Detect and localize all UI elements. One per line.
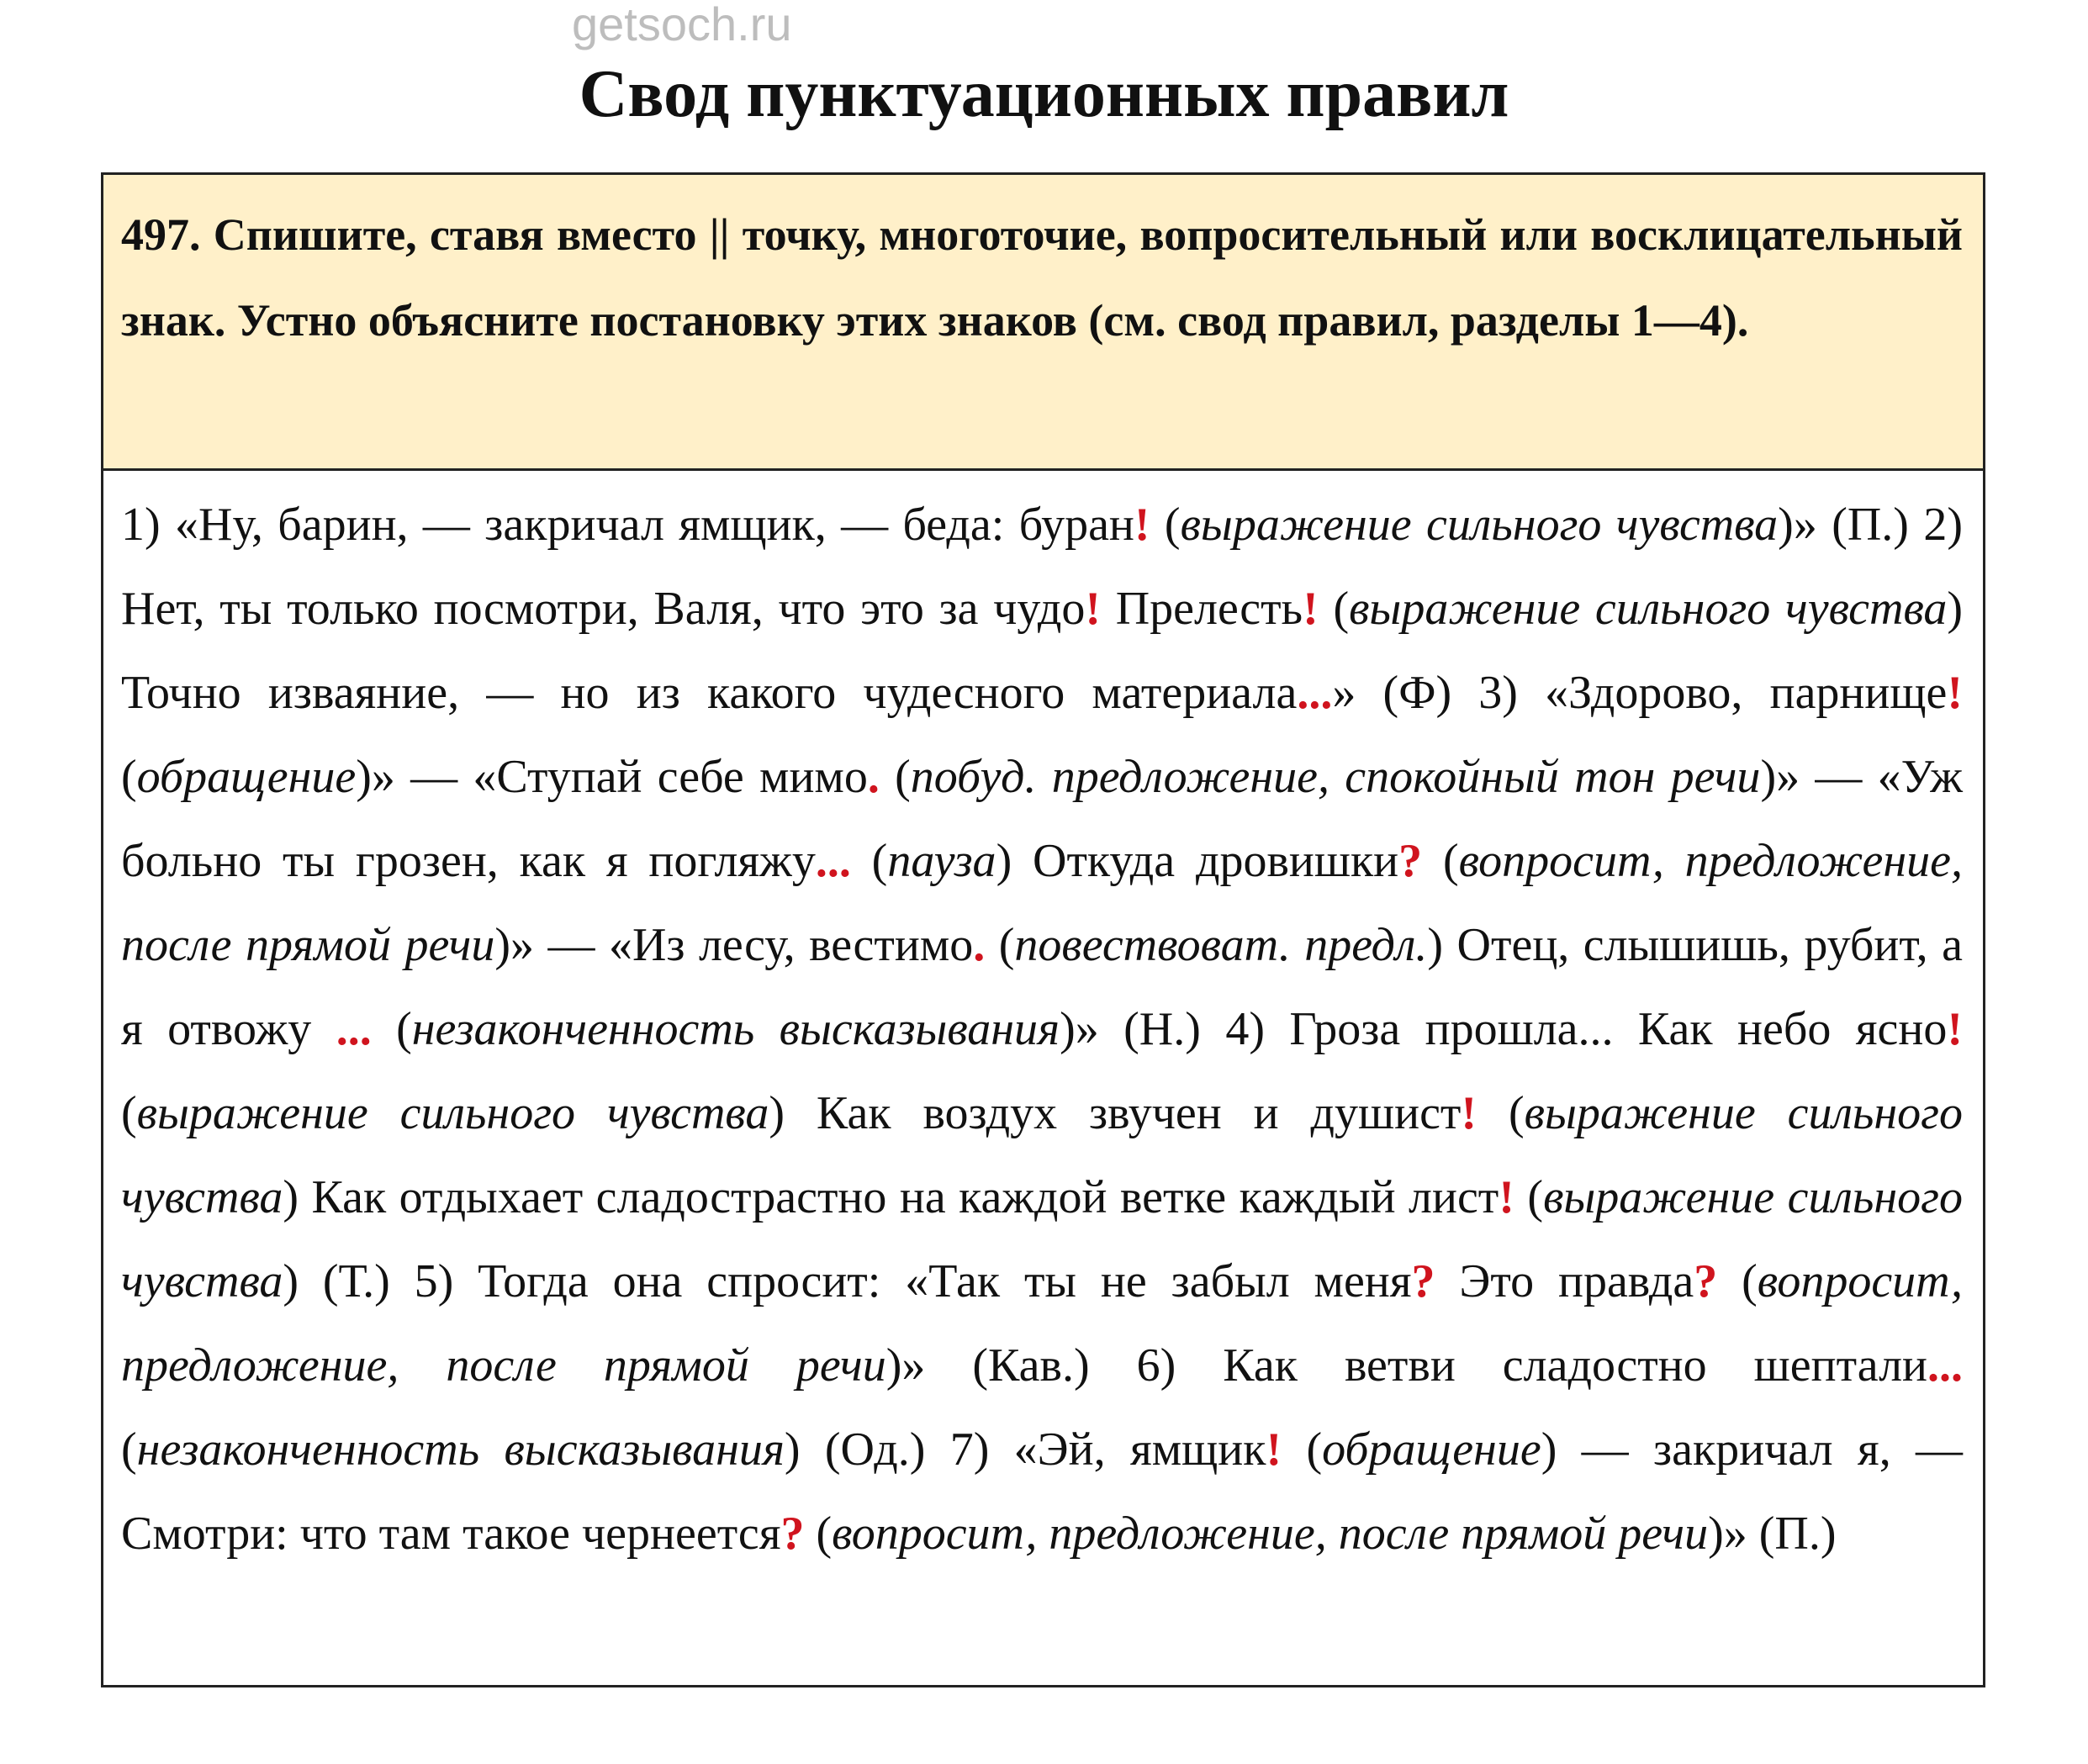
punctuation-mark: ... — [815, 835, 851, 887]
answer-text: ( — [1477, 1087, 1525, 1139]
answer-text: 1) «Ну, барин, — закричал ямщик, — беда: буран — [121, 499, 1134, 551]
answer-text: ( — [1514, 1171, 1544, 1223]
punctuation-mark: ! — [1499, 1171, 1514, 1223]
answer-text: ) (Т.) 5) Тогда она спросит: «Так ты не забыл меня — [283, 1255, 1412, 1307]
punctuation-mark: ? — [780, 1508, 805, 1560]
punctuation-mark: . — [973, 919, 986, 971]
answer-text: ( — [1150, 499, 1181, 551]
punctuation-mark: ! — [1947, 667, 1964, 719]
answer-text: ( — [1282, 1423, 1323, 1476]
exercise-answer — [103, 471, 1983, 1592]
explanation-text: выражение сильного чувства — [136, 1087, 769, 1139]
answer-text: ( — [1422, 835, 1459, 887]
answer-text: ( — [121, 1087, 137, 1139]
explanation-text: вопросит, предложение, после прямой речи — [121, 835, 1964, 971]
punctuation-mark: ! — [1134, 499, 1150, 551]
explanation-text: пауза — [887, 835, 996, 887]
answer-text: ( — [985, 919, 1015, 971]
punctuation-mark: ... — [1927, 1339, 1964, 1392]
answer-text: ) Откуда дровишки — [996, 835, 1399, 887]
answer-text: )» — «Ступай себе мимо — [356, 751, 868, 803]
exercise-box — [101, 172, 1985, 1687]
punctuation-mark: ? — [1411, 1255, 1435, 1307]
explanation-text: обращение — [1322, 1423, 1541, 1476]
punctuation-mark: ! — [1266, 1423, 1282, 1476]
explanation-text: выражение сильного чувства — [1349, 583, 1948, 635]
explanation-text: вопросит, предложение, после прямой речи — [832, 1508, 1709, 1560]
answer-text: ( — [1717, 1255, 1758, 1307]
explanation-text: вопросит, предложение, после прямой речи — [121, 1255, 1964, 1392]
answer-text: ) (Од.) 7) «Эй, ямщик — [784, 1423, 1266, 1476]
page-title: Свод пунктуационных правил — [579, 57, 1509, 131]
answer-text: ( — [879, 751, 911, 803]
punctuation-mark: ? — [1398, 835, 1423, 887]
explanation-text: выражение сильного чувства — [121, 1171, 1963, 1307]
answer-text: Это правда — [1435, 1255, 1694, 1307]
punctuation-mark: ! — [1303, 583, 1319, 635]
answer-text: )» (П.) — [1708, 1508, 1837, 1560]
answer-text: ) — закричал я, — Смотри: что там такое чернеется — [121, 1423, 1964, 1560]
answer-text: ( — [850, 835, 888, 887]
answer-text: ) Как отдыхает сладострастно на каждой ветке каждый лист — [283, 1171, 1499, 1223]
exercise-task: 497. Спишите, ставя вместо || точку, многоточие, вопросительный или восклицательный знак. Устно объясните постановку этих знаков (см. свод правил, разделы 1—4). — [103, 175, 1983, 471]
explanation-text: незаконченность высказывания — [136, 1423, 785, 1476]
answer-text: ( — [1318, 583, 1350, 635]
answer-text: ( — [804, 1508, 833, 1560]
explanation-text: выражение сильного чувства — [1180, 499, 1779, 551]
answer-text: » (Ф) 3) «Здорово, парнище — [1332, 667, 1948, 719]
explanation-text: повествоват. предл. — [1014, 919, 1428, 971]
punctuation-mark: ! — [1461, 1087, 1477, 1139]
answer-text: ) Точно изваяние, — но из какого чудесного материала — [121, 583, 1964, 719]
answer-text: ) Как воздух звучен и душист — [769, 1087, 1462, 1139]
punctuation-mark: ! — [1947, 1003, 1963, 1055]
explanation-text: обращение — [136, 751, 357, 803]
explanation-text: незаконченность высказывания — [411, 1003, 1060, 1055]
punctuation-mark: ... — [336, 1003, 372, 1055]
answer-text: Прелесть — [1101, 583, 1303, 635]
answer-text: ) Отец, слышишь, рубит, а я отвожу — [121, 919, 1963, 1055]
watermark: getsoch.ru — [572, 0, 792, 50]
punctuation-mark: ... — [1297, 667, 1333, 719]
punctuation-mark: ? — [1694, 1255, 1718, 1307]
explanation-text: побуд. предложение, спокойный тон речи — [910, 751, 1761, 803]
answer-text: ( — [371, 1003, 412, 1055]
explanation-text: выражение сильного чувства — [121, 1087, 1964, 1223]
answer-text: )» (П.) 2) Нет, ты только посмотри, Валя, что это за чудо — [121, 499, 1963, 635]
answer-text: ( — [121, 751, 137, 803]
answer-text: ( — [121, 1423, 137, 1476]
answer-text: )» — «Из лесу, вестимо — [494, 919, 974, 971]
answer-text: )» (Кав.) 6) Как ветви сладостно шептали — [885, 1339, 1928, 1392]
punctuation-mark: . — [867, 751, 880, 803]
answer-text: )» (Н.) 4) Гроза прошла... Как небо ясно — [1060, 1003, 1948, 1055]
answer-text: )» — «Уж больно ты грозен, как я погляжу — [121, 751, 1963, 887]
punctuation-mark: ! — [1085, 583, 1102, 635]
